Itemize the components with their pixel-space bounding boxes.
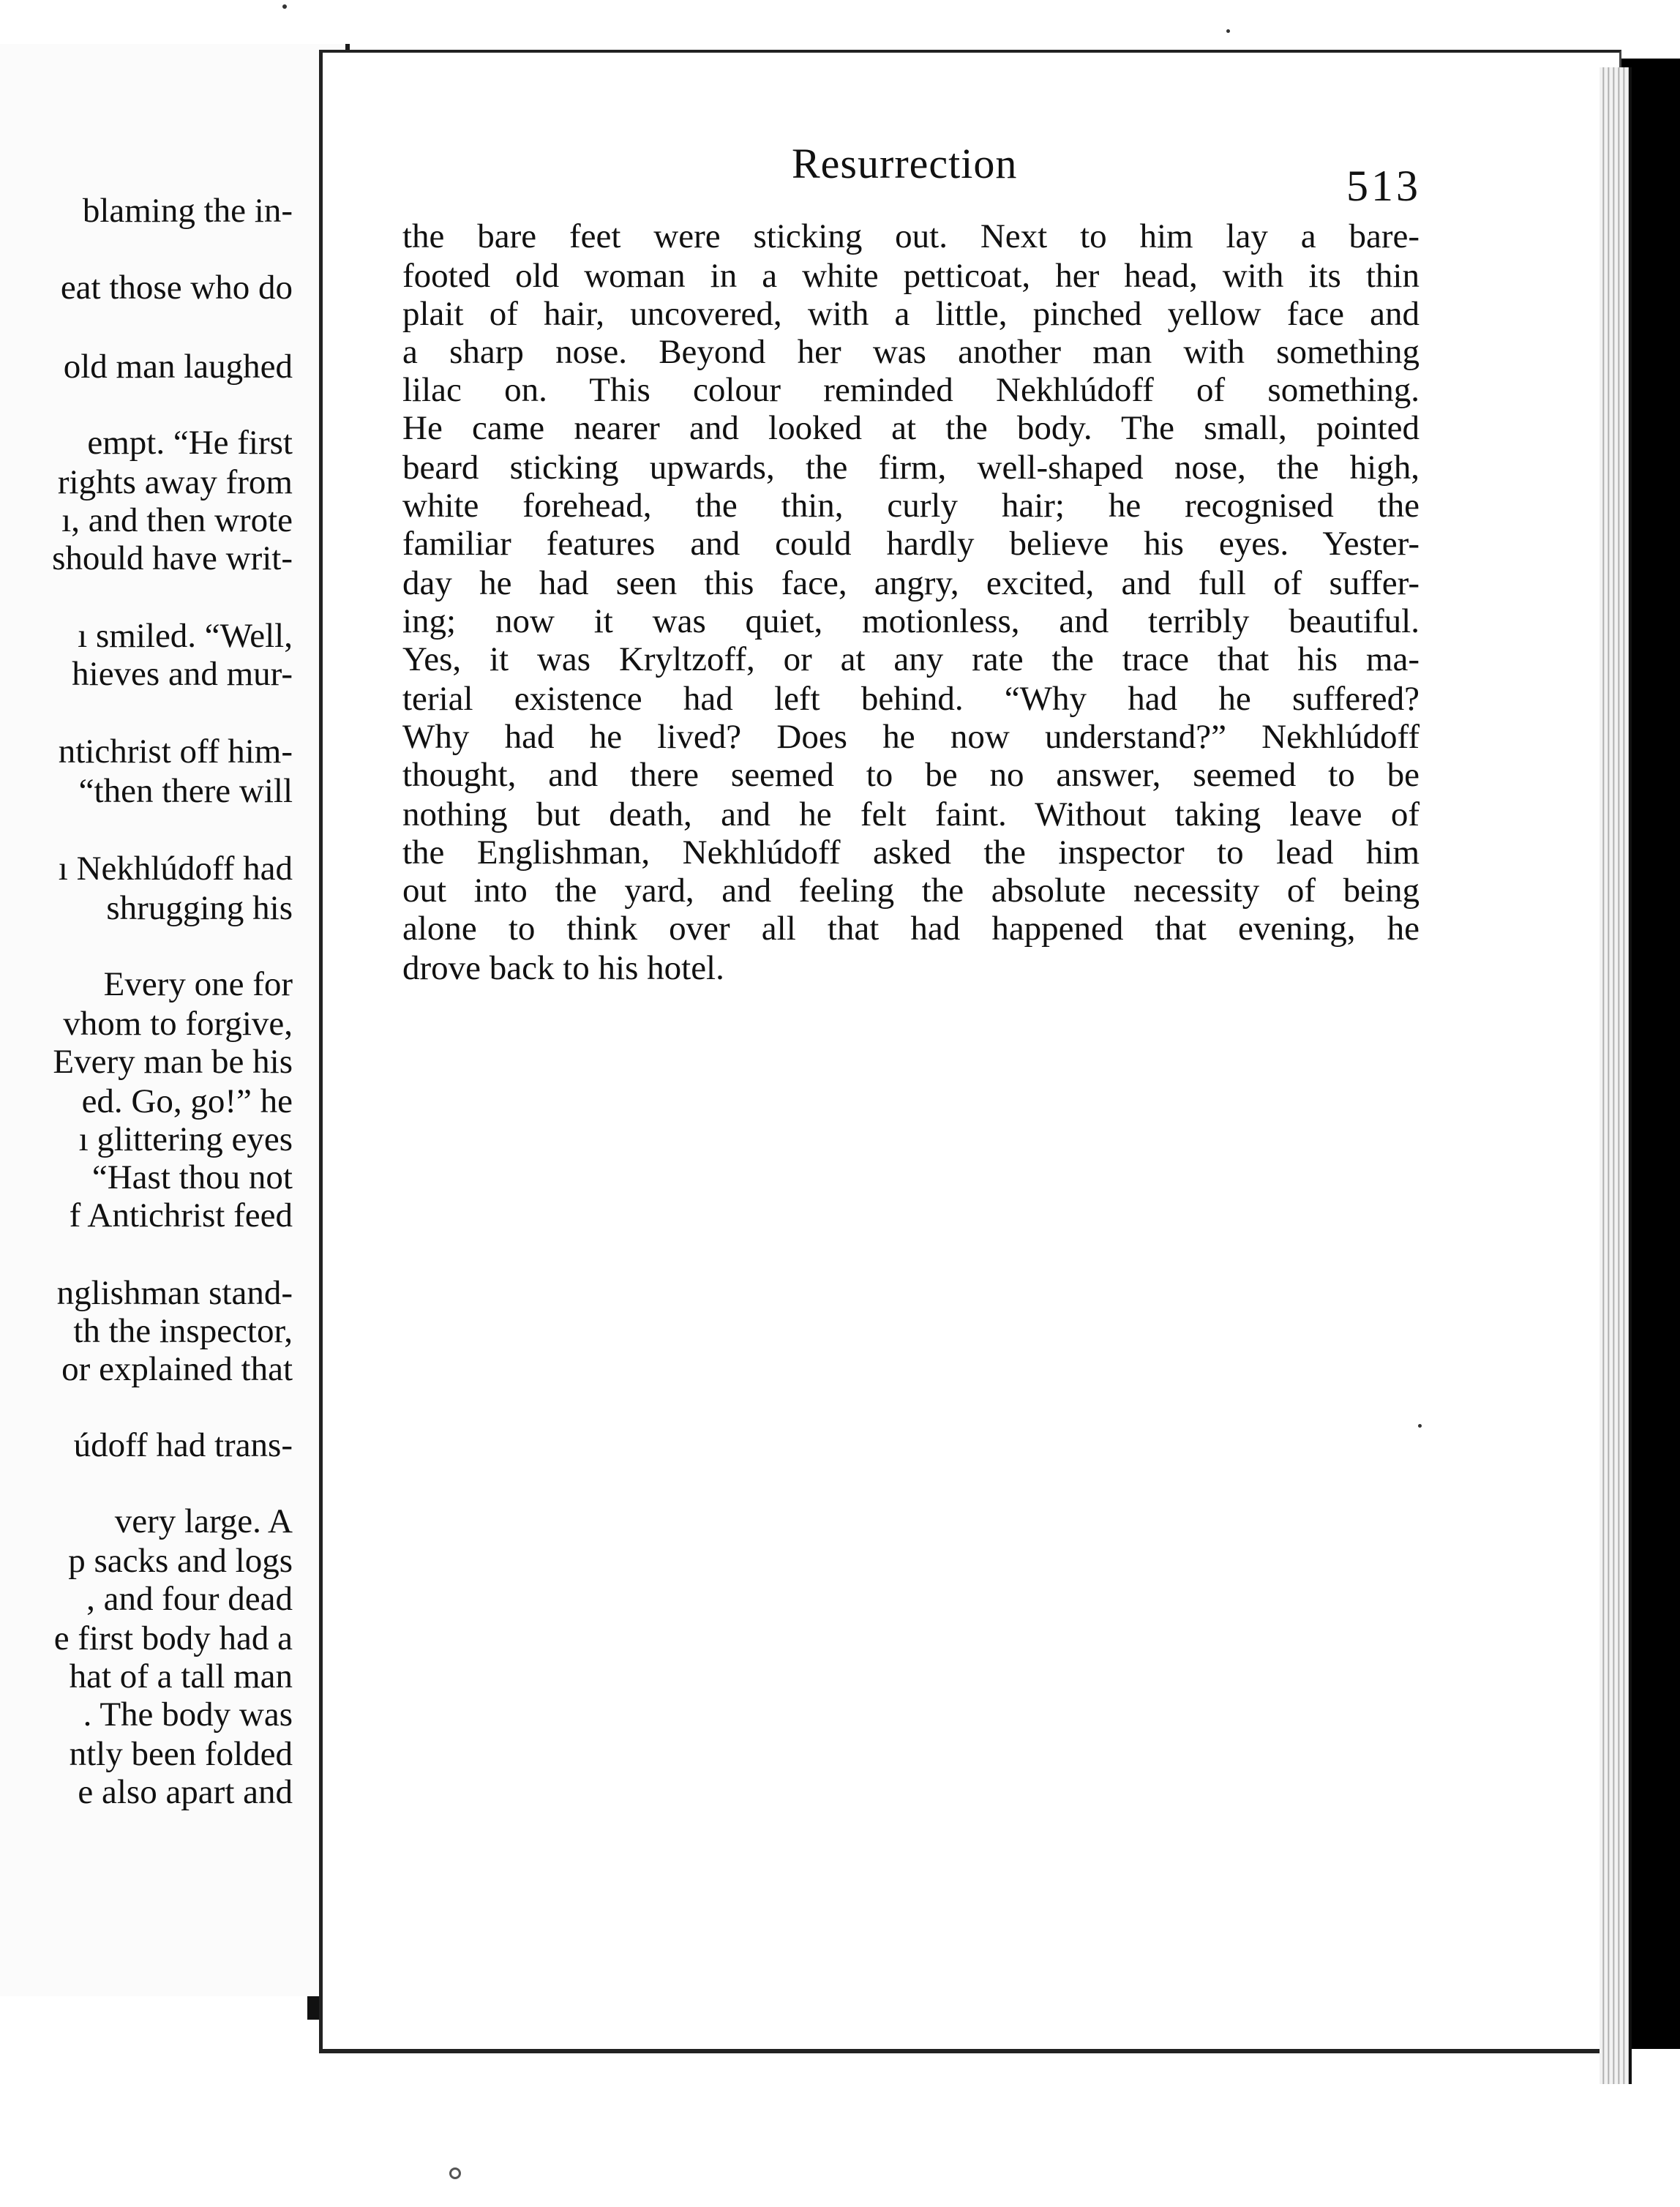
left-page-line: e also apart and [78,1773,293,1811]
left-page-line: “then there will [78,772,293,810]
left-page-line: ı Nekhlúdoff had [58,850,293,888]
body-line: familiar features and could hardly believe his eyes. Yester- [402,525,1420,563]
left-page-line: f Antichrist feed [69,1196,293,1234]
left-page-line: very large. A [114,1502,293,1540]
left-page-line: old man laughed [63,348,293,386]
running-head: Resurrection [792,140,1018,187]
left-page [0,44,350,1996]
left-page-line: údoff had trans- [73,1426,293,1464]
scan-border-bottom [0,2049,1680,2207]
left-page-line: ntichrist off him- [58,732,293,771]
left-page-line: Every one for [103,965,293,1003]
left-page-line: blaming the in- [82,192,293,230]
left-page-line: rights away from [57,463,293,501]
left-page-line: ntly been folded [69,1735,293,1773]
body-line: Why had he lived? Does he now understand?” Nekhlúdoff [402,718,1420,756]
body-line: nothing but death, and he felt faint. Without taking leave of [402,795,1420,833]
left-page-line: or explained that [61,1350,293,1388]
scan-border-top [319,0,1680,47]
left-page-line: p sacks and logs [68,1542,293,1580]
left-page-line: . The body was [83,1695,293,1734]
body-line: terial existence had left behind. “Why had he suffered? [402,680,1420,718]
body-line: lilac on. This colour reminded Nekhlúdoff of something. [402,371,1420,409]
left-page-line: Every man be his [53,1043,293,1081]
page-number: 513 [1346,162,1421,210]
left-page-line: hat of a tall man [69,1657,293,1695]
left-page-line: e first body had a [53,1619,293,1657]
left-page-line: , and four dead [86,1580,293,1618]
left-page-line: eat those who do [60,269,293,307]
left-page-line: should have writ- [52,539,293,577]
body-line: the Englishman, Nekhlúdoff asked the inspector to lead him [402,833,1420,872]
left-page-line: “Hast thou not [91,1158,293,1196]
left-page-line: hieves and mur- [72,655,293,693]
body-line: out into the yard, and feeling the absolute necessity of being [402,872,1420,910]
left-page-line: ed. Go, go!” he [81,1082,293,1120]
body-line: footed old woman in a white petticoat, her head, with its thin [402,257,1420,295]
scan-speck [282,4,287,9]
body-line: the bare feet were sticking out. Next to him lay a bare- [402,217,1420,255]
body-line: alone to think over all that had happened that evening, he [402,910,1420,948]
body-line: white forehead, the thin, curly hair; he recognised the [402,487,1420,525]
body-line: ing; now it was quiet, motionless, and terribly beautiful. [402,602,1420,640]
left-page-line: th the inspector, [73,1312,293,1350]
scan-border-right [1629,59,1680,2207]
left-page-line: ı smiled. “Well, [78,617,293,655]
body-line: beard sticking upwards, the firm, well-shaped nose, the high, [402,449,1420,487]
body-line: He came nearer and looked at the body. The small, pointed [402,409,1420,447]
scan-speck [449,2167,461,2179]
body-line: a sharp nose. Beyond her was another man with something [402,333,1420,371]
left-page-line: nglishman stand- [56,1274,293,1312]
left-page-line: ı glittering eyes [78,1120,293,1158]
body-line: Yes, it was Kryltzoff, or at any rate the trace that his ma- [402,640,1420,678]
body-line: day he had seen this face, angry, excited, and full of suffer- [402,564,1420,602]
scan-speck [1226,29,1230,33]
page-edges [1600,67,1632,2084]
left-page-line: shrugging his [106,889,293,927]
left-page-line: vhom to forgive, [63,1005,293,1043]
left-page-line: empt. “He first [87,424,293,462]
left-page-line: ı, and then wrote [61,501,293,539]
body-line: thought, and there seemed to be no answer, seemed to be [402,756,1420,794]
body-line: drove back to his hotel. [402,949,724,987]
scan-speck [1418,1424,1422,1428]
body-line: plait of hair, uncovered, with a little, pinched yellow face and [402,295,1420,333]
